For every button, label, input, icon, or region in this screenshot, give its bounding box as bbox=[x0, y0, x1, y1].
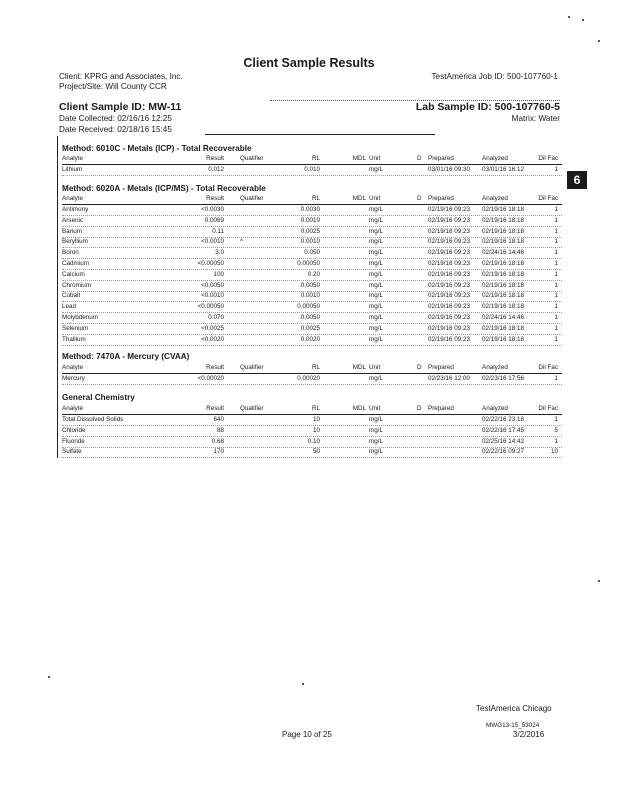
header-unit: Unit bbox=[369, 364, 381, 371]
cell-rl: 0.0025 bbox=[300, 324, 320, 332]
cell-result: <0.0030 bbox=[201, 206, 224, 213]
cell-rl: 0.0010 bbox=[300, 238, 320, 246]
project-site: Project/Site: Will County CCR bbox=[59, 82, 167, 91]
table-row bbox=[62, 165, 562, 176]
cell-analyte: Lithium bbox=[62, 166, 83, 173]
cell-rl: 0.00050 bbox=[297, 260, 320, 267]
cell-result: 0.68 bbox=[211, 437, 224, 445]
table-row bbox=[62, 237, 562, 248]
header-rl: RL bbox=[311, 195, 320, 202]
cell-rl: 0.0020 bbox=[300, 335, 320, 343]
cell-unit: mg/L bbox=[369, 448, 383, 456]
header-dil-fac: Dil Fac bbox=[538, 405, 558, 412]
table-row bbox=[62, 281, 562, 292]
cell-analyzed: 02/24/16 14:46 bbox=[482, 249, 525, 257]
cell-prepared: 02/19/16 09:23 bbox=[428, 292, 471, 300]
cell-analyte: Chromium bbox=[62, 281, 92, 289]
cell-analyzed: 02/19/16 18:18 bbox=[482, 206, 525, 213]
cell-prepared: 02/19/16 09:23 bbox=[428, 314, 471, 321]
header-qualifier: Qualifier bbox=[240, 405, 264, 412]
cell-result: <0.0010 bbox=[201, 292, 224, 300]
table-row bbox=[62, 426, 562, 437]
header-d: D bbox=[417, 405, 422, 412]
header-analyzed: Analyzed bbox=[482, 195, 508, 202]
header-rl: RL bbox=[311, 405, 320, 412]
cell-dil-fac: 10 bbox=[550, 448, 558, 456]
left-margin-bar bbox=[57, 136, 58, 458]
cell-dil-fac: 1 bbox=[554, 206, 558, 213]
cell-result: <0.00050 bbox=[197, 260, 224, 267]
header-analyzed: Analyzed bbox=[482, 364, 508, 371]
cell-unit: mg/L bbox=[369, 166, 383, 173]
cell-qualifier: ^ bbox=[240, 238, 243, 246]
cell-prepared: 02/19/16 09:23 bbox=[428, 206, 471, 213]
cell-result: <0.0050 bbox=[201, 281, 224, 289]
cell-rl: 0.20 bbox=[307, 270, 320, 278]
cell-dil-fac: 1 bbox=[554, 292, 558, 300]
header-mdl: MDL bbox=[352, 155, 366, 162]
cell-rl: 10 bbox=[312, 426, 320, 434]
cell-dil-fac: 1 bbox=[554, 260, 558, 267]
cell-rl: 0.0025 bbox=[300, 227, 320, 235]
table-row bbox=[62, 227, 562, 238]
cell-unit: mg/L bbox=[369, 238, 383, 246]
table-row bbox=[62, 270, 562, 281]
cell-analyzed: 02/25/16 14:42 bbox=[482, 437, 525, 445]
footer-code: MWG13-15_53024 bbox=[486, 722, 540, 729]
cell-analyte: Mercury bbox=[62, 375, 85, 382]
header-analyzed: Analyzed bbox=[482, 155, 508, 162]
table-row bbox=[62, 291, 562, 302]
header-analyte: Analyte bbox=[62, 195, 84, 202]
cell-dil-fac: 1 bbox=[554, 216, 558, 224]
table-row bbox=[62, 437, 562, 448]
header-mdl: MDL bbox=[352, 405, 366, 412]
cell-dil-fac: 1 bbox=[554, 249, 558, 257]
cell-analyte: Lead bbox=[62, 303, 77, 311]
cell-analyzed: 02/24/16 14:46 bbox=[482, 314, 525, 321]
cell-dil-fac: 1 bbox=[554, 166, 558, 173]
scan-speck bbox=[48, 676, 50, 678]
cell-dil-fac: 1 bbox=[554, 324, 558, 332]
cell-analyte: Selenium bbox=[62, 324, 89, 332]
cell-rl: 0.00050 bbox=[297, 303, 320, 311]
cell-unit: mg/L bbox=[369, 335, 383, 343]
cell-analyzed: 02/19/16 18:18 bbox=[482, 216, 525, 224]
cell-analyzed: 02/19/16 18:18 bbox=[482, 324, 525, 332]
cell-unit: mg/L bbox=[369, 249, 383, 257]
cell-analyzed: 02/22/16 23:18 bbox=[482, 416, 525, 423]
cell-analyzed: 02/22/16 17:45 bbox=[482, 426, 525, 434]
scan-speck bbox=[568, 16, 570, 18]
cell-unit: mg/L bbox=[369, 314, 383, 321]
cell-result: 0.0069 bbox=[204, 216, 224, 224]
date-collected: Date Collected: 02/16/16 12:25 bbox=[59, 114, 172, 123]
cell-dil-fac: 1 bbox=[554, 281, 558, 289]
cell-analyte: Fluoride bbox=[62, 437, 85, 445]
page-title: Client Sample Results bbox=[243, 56, 375, 70]
table-row bbox=[62, 259, 562, 270]
method-title: General Chemistry bbox=[62, 393, 135, 402]
cell-dil-fac: 1 bbox=[554, 270, 558, 278]
cell-result: 0.070 bbox=[208, 314, 224, 321]
table-header bbox=[62, 154, 562, 165]
table-header bbox=[62, 363, 562, 374]
header-rl: RL bbox=[311, 155, 320, 162]
cell-unit: mg/L bbox=[369, 227, 383, 235]
method-title: Method: 7470A - Mercury (CVAA) bbox=[62, 352, 190, 361]
cell-rl: 0.050 bbox=[304, 249, 320, 257]
cell-analyte: Beryllium bbox=[62, 238, 88, 246]
header-prepared: Prepared bbox=[428, 405, 454, 412]
cell-prepared: 02/19/16 09:23 bbox=[428, 260, 471, 267]
sample-id: Client Sample ID: MW-11 bbox=[59, 101, 182, 113]
header-result: Result bbox=[206, 195, 224, 202]
table-row bbox=[62, 415, 562, 426]
cell-analyte: Chloride bbox=[62, 426, 86, 434]
cell-dil-fac: 5 bbox=[554, 426, 558, 434]
header-dil-fac: Dil Fac bbox=[538, 195, 558, 202]
cell-rl: 0.0010 bbox=[300, 216, 320, 224]
cell-dil-fac: 1 bbox=[554, 416, 558, 423]
cell-unit: mg/L bbox=[369, 303, 383, 311]
cell-analyzed: 02/19/16 18:18 bbox=[482, 227, 525, 235]
header-unit: Unit bbox=[369, 405, 381, 412]
cell-result: <0.00050 bbox=[197, 303, 224, 311]
table-row bbox=[62, 335, 562, 346]
cell-dil-fac: 1 bbox=[554, 437, 558, 445]
job-id: TestAmerica Job ID: 500-107760-1 bbox=[431, 72, 558, 81]
cell-rl: 0.0050 bbox=[300, 281, 320, 289]
tab-marker: 6 bbox=[567, 171, 587, 189]
cell-unit: mg/L bbox=[369, 270, 383, 278]
cell-rl: 0.0030 bbox=[300, 206, 320, 213]
cell-result: 640 bbox=[213, 416, 224, 423]
cell-result: <0.0025 bbox=[201, 324, 224, 332]
header-rule bbox=[205, 134, 435, 135]
cell-result: 3.0 bbox=[215, 249, 224, 257]
cell-analyte: Calcium bbox=[62, 270, 85, 278]
lab-sample-id: Lab Sample ID: 500-107760-5 bbox=[415, 101, 560, 113]
cell-analyzed: 02/19/16 18:18 bbox=[482, 281, 525, 289]
cell-result: <0.0010 bbox=[201, 238, 224, 246]
cell-prepared: 02/19/16 09:23 bbox=[428, 303, 471, 311]
header-result: Result bbox=[206, 155, 224, 162]
header-qualifier: Qualifier bbox=[240, 155, 264, 162]
cell-result: 0.012 bbox=[208, 166, 224, 173]
page-number: Page 10 of 25 bbox=[282, 730, 332, 739]
cell-analyte: Barium bbox=[62, 227, 82, 235]
header-unit: Unit bbox=[369, 195, 381, 202]
scan-speck bbox=[598, 580, 600, 582]
cell-result: <0.00020 bbox=[197, 375, 224, 382]
scan-speck bbox=[598, 40, 600, 42]
header-d: D bbox=[417, 195, 422, 202]
header-mdl: MDL bbox=[352, 195, 366, 202]
header-analyzed: Analyzed bbox=[482, 405, 508, 412]
table-header bbox=[62, 194, 562, 205]
cell-prepared: 02/19/16 09:23 bbox=[428, 335, 471, 343]
table-row bbox=[62, 374, 562, 385]
cell-analyte: Arsenic bbox=[62, 216, 83, 224]
header-analyte: Analyte bbox=[62, 155, 84, 162]
method-title: Method: 6020A - Metals (ICP/MS) - Total Recoverable bbox=[62, 184, 266, 193]
cell-analyzed: 02/23/16 17:56 bbox=[482, 375, 525, 382]
header-prepared: Prepared bbox=[428, 364, 454, 371]
cell-rl: 0.0010 bbox=[300, 292, 320, 300]
scan-speck bbox=[582, 19, 584, 21]
matrix: Matrix: Water bbox=[511, 114, 560, 123]
table-row bbox=[62, 216, 562, 227]
cell-rl: 0.0050 bbox=[300, 314, 320, 321]
cell-result: <0.0020 bbox=[201, 335, 224, 343]
cell-analyzed: 02/19/16 18:18 bbox=[482, 270, 525, 278]
cell-unit: mg/L bbox=[369, 281, 383, 289]
cell-unit: mg/L bbox=[369, 324, 383, 332]
cell-unit: mg/L bbox=[369, 437, 383, 445]
header-result: Result bbox=[206, 405, 224, 412]
cell-prepared: 02/19/16 09:23 bbox=[428, 227, 471, 235]
header-qualifier: Qualifier bbox=[240, 195, 264, 202]
header-prepared: Prepared bbox=[428, 155, 454, 162]
cell-analyte: Thallium bbox=[62, 335, 86, 343]
footer-lab: TestAmerica Chicago bbox=[476, 704, 552, 713]
cell-prepared: 02/19/16 09:23 bbox=[428, 216, 471, 224]
cell-dil-fac: 1 bbox=[554, 375, 558, 382]
cell-analyzed: 02/19/16 18:18 bbox=[482, 260, 525, 267]
cell-analyte: Sulfate bbox=[62, 448, 82, 456]
cell-prepared: 02/23/16 12:00 bbox=[428, 375, 471, 382]
cell-dil-fac: 1 bbox=[554, 238, 558, 246]
cell-analyte: Cadmium bbox=[62, 260, 89, 267]
cell-rl: 0.10 bbox=[307, 437, 320, 445]
cell-prepared: 02/19/16 09:23 bbox=[428, 281, 471, 289]
cell-result: 0.11 bbox=[212, 227, 224, 235]
header-dil-fac: Dil Fac bbox=[538, 364, 558, 371]
cell-analyte: Cobalt bbox=[62, 292, 81, 300]
table-row bbox=[62, 313, 562, 324]
header-d: D bbox=[417, 155, 422, 162]
cell-unit: mg/L bbox=[369, 216, 383, 224]
header-analyte: Analyte bbox=[62, 405, 84, 412]
cell-analyte: Total Dissolved Solids bbox=[62, 416, 124, 423]
cell-prepared: 03/01/16 09:30 bbox=[428, 166, 471, 173]
cell-result: 100 bbox=[213, 270, 224, 278]
header-result: Result bbox=[206, 364, 224, 371]
header-unit: Unit bbox=[369, 155, 381, 162]
cell-unit: mg/L bbox=[369, 416, 383, 423]
header-prepared: Prepared bbox=[428, 195, 454, 202]
header-mdl: MDL bbox=[352, 364, 366, 371]
cell-result: 170 bbox=[213, 448, 224, 456]
cell-prepared: 02/19/16 09:23 bbox=[428, 324, 471, 332]
cell-analyzed: 02/19/16 18:18 bbox=[482, 335, 525, 343]
header-d: D bbox=[417, 364, 422, 371]
table-row bbox=[62, 205, 562, 216]
method-title: Method: 6010C - Metals (ICP) - Total Recoverable bbox=[62, 144, 252, 153]
cell-prepared: 02/19/16 09:23 bbox=[428, 249, 471, 257]
cell-rl: 0.010 bbox=[304, 166, 320, 173]
cell-dil-fac: 1 bbox=[554, 314, 558, 321]
table-row bbox=[62, 248, 562, 259]
cell-dil-fac: 1 bbox=[554, 227, 558, 235]
cell-dil-fac: 1 bbox=[554, 303, 558, 311]
cell-result: 88 bbox=[216, 426, 224, 434]
header-qualifier: Qualifier bbox=[240, 364, 264, 371]
table-row bbox=[62, 447, 562, 458]
header-dil-fac: Dil Fac bbox=[538, 155, 558, 162]
header-rl: RL bbox=[311, 364, 320, 371]
cell-analyzed: 03/01/16 16:12 bbox=[482, 166, 525, 173]
table-header bbox=[62, 404, 562, 415]
cell-prepared: 02/19/16 09:23 bbox=[428, 270, 471, 278]
cell-dil-fac: 1 bbox=[554, 335, 558, 343]
cell-unit: mg/L bbox=[369, 375, 383, 382]
cell-rl: 0.00020 bbox=[297, 375, 320, 382]
cell-analyzed: 02/19/16 18:18 bbox=[482, 238, 525, 246]
client-name: Client: KPRG and Associates, Inc. bbox=[59, 72, 183, 81]
cell-analyzed: 02/19/16 18:18 bbox=[482, 303, 525, 311]
cell-analyzed: 02/22/16 09:27 bbox=[482, 448, 525, 456]
cell-unit: mg/L bbox=[369, 426, 383, 434]
date-received: Date Received: 02/18/16 15:45 bbox=[59, 125, 172, 134]
footer-date: 3/2/2016 bbox=[513, 730, 545, 739]
cell-rl: 10 bbox=[312, 416, 320, 423]
header-analyte: Analyte bbox=[62, 364, 84, 371]
cell-analyte: Molybdenum bbox=[62, 314, 99, 321]
cell-analyte: Boron bbox=[62, 249, 79, 257]
table-row bbox=[62, 324, 562, 335]
cell-analyte: Antimony bbox=[62, 206, 89, 213]
cell-rl: 50 bbox=[312, 448, 320, 456]
cell-analyzed: 02/19/16 18:18 bbox=[482, 292, 525, 300]
cell-prepared: 02/19/16 09:23 bbox=[428, 238, 471, 246]
table-row bbox=[62, 302, 562, 313]
scan-speck bbox=[302, 683, 304, 685]
cell-unit: mg/L bbox=[369, 260, 383, 267]
cell-unit: mg/L bbox=[369, 292, 383, 300]
cell-unit: mg/L bbox=[369, 206, 383, 213]
